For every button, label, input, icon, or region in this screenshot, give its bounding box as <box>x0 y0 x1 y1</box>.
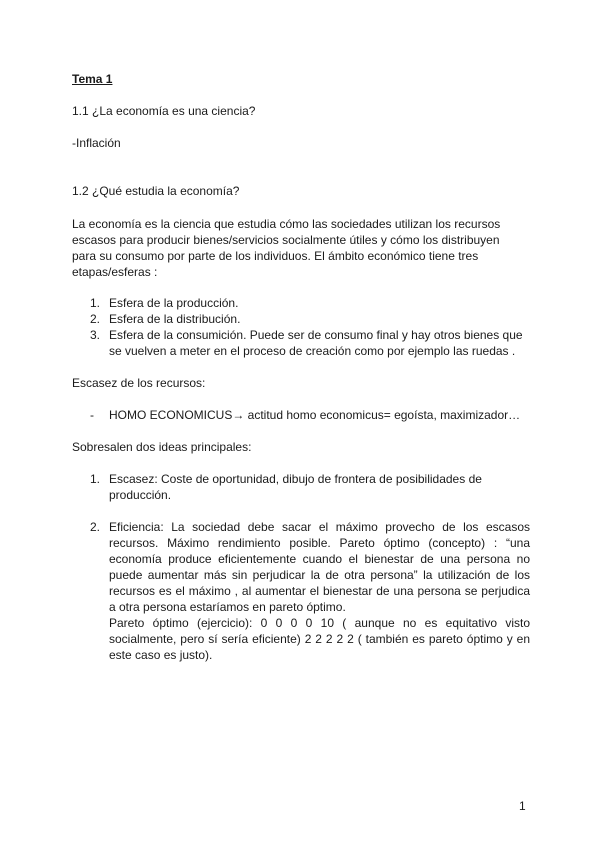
dash-bullet: - <box>90 408 94 422</box>
list-item-text: Esfera de la consumición. Puede ser de consumo final y hay otros bienes que se vuelven a meter en el proceso de creación como por ejemplo las ruedas . <box>109 328 523 358</box>
list-item <box>90 471 530 503</box>
ideas-heading: Sobresalen dos ideas principales: <box>72 440 252 454</box>
section-heading-1-1: 1.1 ¿La economía es una ciencia? <box>72 104 256 118</box>
section-heading-1-2: 1.2 ¿Qué estudia la economía? <box>72 184 240 198</box>
intro-line: escasos para producir bienes/servicios socialmente útiles y cómo los distribuyen <box>72 233 500 247</box>
list-item <box>90 311 530 327</box>
intro-paragraph <box>72 216 530 280</box>
scarcity-heading: Escasez de los recursos: <box>72 376 206 390</box>
page-number: 1 <box>519 799 526 813</box>
efficiency-text: Eficiencia: La sociedad debe sacar el máximo provecho de los escasos recursos. Máximo rendimiento posible. Pareto óptimo (concepto) : “una economía produce eficientemente cuando el bienestar de una persona no puede aumentar más sin perjudicar la de otra persona” la utilización de los recursos es el máximo , al aumentar el bienestar de una persona se perjudica a otra persona estaríamos en pareto óptimo. <box>109 520 530 614</box>
list-item-text: Esfera de la producción. <box>109 296 239 310</box>
list-number: 2. <box>90 312 101 326</box>
intro-line: La economía es la ciencia que estudia cómo las sociedades utilizan los recursos <box>72 217 501 231</box>
list-item <box>90 519 530 663</box>
intro-line: etapas/esferas : <box>72 265 158 279</box>
list-item <box>90 407 530 423</box>
page-title: Tema 1 <box>72 72 113 86</box>
list-number: 1. <box>90 296 101 310</box>
list-item-text: Escasez: Coste de oportunidad, dibujo de frontera de posibilidades de producción. <box>109 472 482 502</box>
list-number: 2. <box>90 520 101 534</box>
list-item <box>90 295 530 311</box>
pareto-example-text: Pareto óptimo (ejercicio): 0 0 0 0 10 ( aunque no es equitativo visto socialmente, pero sí sería eficiente) 2 2 2 2 2 ( también es pareto óptimo y en este caso es justo). <box>109 616 530 662</box>
intro-line: para su consumo por parte de los individuos. El ámbito económico tiene tres <box>72 249 479 263</box>
inflation-text: -Inflación <box>72 136 121 150</box>
list-number: 1. <box>90 472 101 486</box>
list-number: 3. <box>90 328 101 342</box>
homo-economicus-text: HOMO ECONOMICUS→ actitud homo economicus= egoísta, maximizador… <box>109 408 521 422</box>
list-item-text: Esfera de la distribución. <box>109 312 241 326</box>
list-item <box>90 327 530 359</box>
